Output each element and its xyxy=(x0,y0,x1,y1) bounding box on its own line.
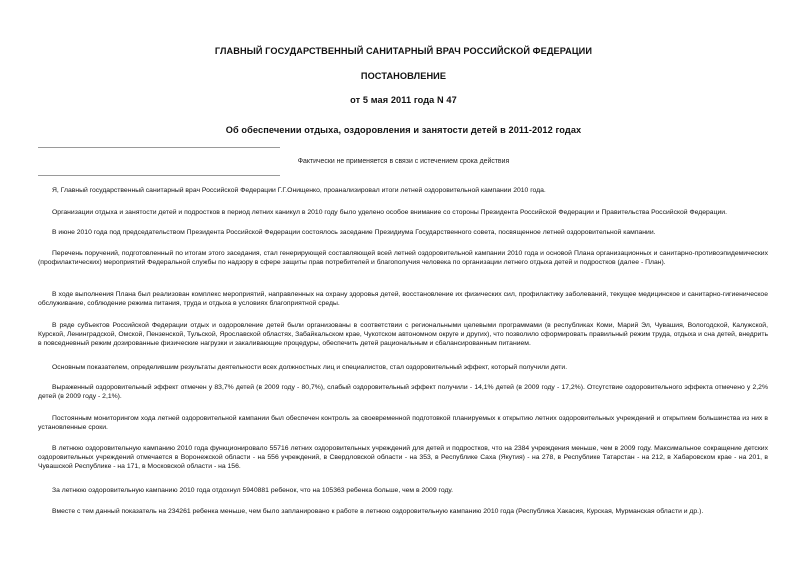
paragraph-1: Я, Главный государственный санитарный врач Российской Федерации Г.Г.Онищенко, проанализировал итоги летней оздоровительной кампании 2010 года. xyxy=(52,187,546,194)
document-type: ПОСТАНОВЛЕНИЕ xyxy=(360,71,447,81)
status-note: Фактически не применяется в связи с истечением срока действия xyxy=(297,158,510,165)
paragraph-11: За летнюю оздоровительную кампанию 2010 года отдохнул 5940881 ребенок, что на 105363 ребенка больше, чем в 2009 году. xyxy=(52,487,454,494)
paragraph-10: В летнюю оздоровительную кампанию 2010 года функционировало 55716 летних оздоровительных учреждений для детей и подростков, что на 2384 учреждения меньше, чем в 2009 году. Максимальное сокращение детских оздоровительных учреждений отмечается в Воронежской области - на 556 учреждений, в Свердловской области - на 353, в Республике Саха (Якутия) - на 278, в Республике Татарстан - на 212, в Хабаровском крае - на 201, в Чувашской Республике - на 171, в Московской области - на 156. xyxy=(38,445,768,471)
paragraph-2: Организации отдыха и занятости детей и подростков в период летних каникул в 2010 году было уделено особое внимание со стороны Президента Российской Федерации и Правительства Российской Федерации. xyxy=(52,209,727,216)
paragraph-7: Основным показателем, определившим результаты деятельности всех должностных лиц и специалистов, стал оздоровительный эффект, который получили дети. xyxy=(52,364,568,371)
issuing-authority: ГЛАВНЫЙ ГОСУДАРСТВЕННЫЙ САНИТАРНЫЙ ВРАЧ РОССИЙСКОЙ ФЕДЕРАЦИИ xyxy=(214,46,593,56)
paragraph-6: В ряде субъектов Российской Федерации отдых и оздоровление детей были организованы в соответствии с региональными целевыми программами (в республиках Коми, Марий Эл, Чувашия, Вологодской, Калужской, Курской, Ленинградской, Омской, Пензенской, Тульской, Ярославской областях, Забайкальском крае, Чукотском автономном округе и других), что позволило сформировать правильный режим труда, отдыха и сна детей, внедрить в повседневный режим дозированные физические нагрузки и закаливающие процедуры, обеспечить детей рациональным и сбалансированным питанием. xyxy=(38,322,768,348)
paragraph-4: Перечень поручений, подготовленный по итогам этого заседания, стал генерирующей составляющей всей летней оздоровительной кампании 2010 года и основой Плана организационных и санитарно-противоэпидемических (профилактических) мероприятий Федеральной службы по надзору в сфере защиты прав потребителей и благополучия человека по организации летнего отдыха детей и подростков (далее - План). xyxy=(38,250,768,267)
bottom-divider xyxy=(38,175,280,176)
paragraph-9: Постоянным мониторингом хода летней оздоровительной кампании был обеспечен контроль за своевременной подготовкой планируемых к открытию летних оздоровительных учреждений и открытием большинства из них в установленные сроки. xyxy=(38,415,768,432)
paragraph-3: В июне 2010 года под председательством Президента Российской Федерации состоялось заседание Президиума Государственного совета, посвященное летней оздоровительной кампании. xyxy=(52,229,656,236)
top-divider xyxy=(38,147,280,148)
paragraph-12: Вместе с тем данный показатель на 234261 ребенка меньше, чем было запланировано к работе в летнюю оздоровительную кампанию 2010 года (Республика Хакасия, Курская, Мурманская области и др.). xyxy=(52,508,704,515)
paragraph-5: В ходе выполнения Плана был реализован комплекс мероприятий, направленных на охрану здоровья детей, восстановление их физических сил, профилактику заболеваний, текущее медицинское и санитарно-гигиеническое обслуживание, соблюдение режима питания, труда и отдыха в условиях благоприятной среды. xyxy=(38,291,768,308)
document-date-number: от 5 мая 2011 года N 47 xyxy=(350,95,457,105)
document-title: Об обеспечении отдыха, оздоровления и занятости детей в 2011-2012 годах xyxy=(225,125,582,135)
paragraph-8: Выраженный оздоровительный эффект отмечен у 83,7% детей (в 2009 году - 80,7%), слабый оздоровительный эффект получили - 14,1% детей (в 2009 году - 17,2%). Отсутствие оздоровительного эффекта отмечено у 2,2% детей (в 2009 году - 2,1%). xyxy=(38,384,768,401)
